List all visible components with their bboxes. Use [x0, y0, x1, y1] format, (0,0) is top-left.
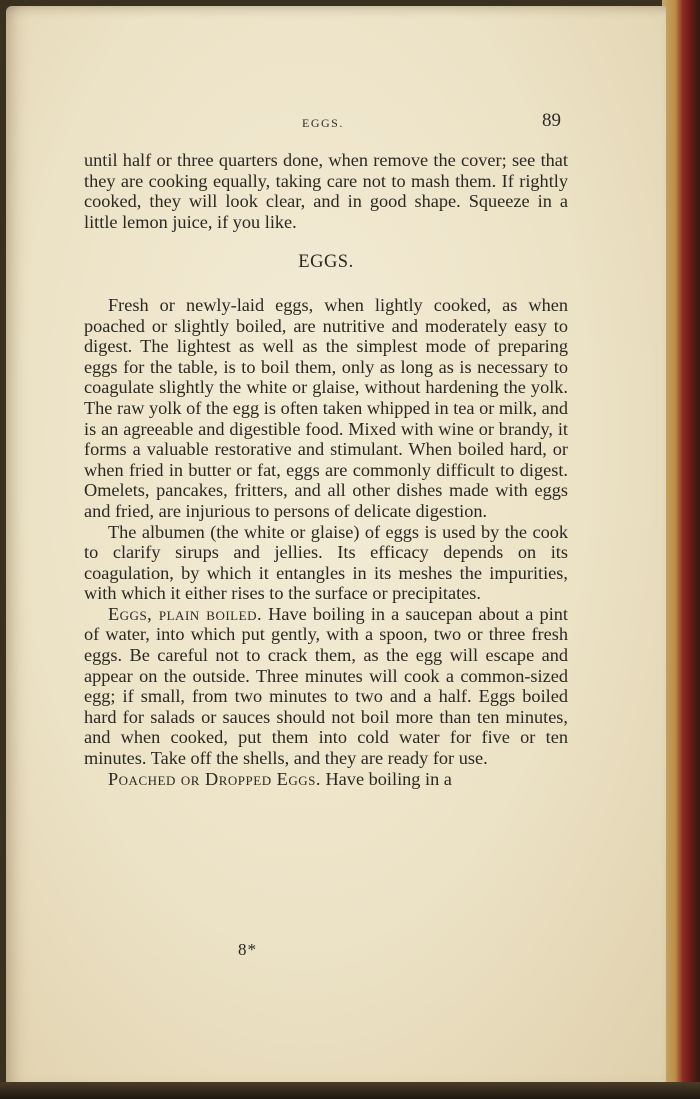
paragraph-albumen: The albumen (the white or glaise) of eggs is used by the cook to clarify sirups and jellies. Its efficacy depends on its coagulation, by which it entangles in its meshes the impurities, with which it either rises to the surface or precipitates. — [84, 521, 568, 604]
recipe-plain-boiled — [84, 604, 568, 769]
page-header — [6, 106, 666, 136]
recipe-title-plain-boiled: Eggs, plain boiled. — [108, 603, 263, 624]
paragraph-fresh-eggs: Fresh or newly-laid eggs, when lightly cooked, as when poached or slightly boiled, are nutritive and moderately easy to digest. The lightest as well as the simplest mode of preparing eggs for the table, is to boil them, only as long as is necessary to coagulate slightly the white or glaise, without hardening the yolk. The raw yolk of the egg is often taken whipped in tea or milk, and is an agreeable and digestible food. Mixed with wine or brandy, it forms a valuable restorative and stimulant. When boiled hard, or when fried in butter or fat, eggs are commonly difficult to digest. Omelets, pancakes, fritters, and all other dishes made with eggs and fried, are injurious to persons of delicate digestion. — [84, 294, 568, 521]
running-head: EGGS. — [302, 116, 344, 130]
recipe-text-poached: Have boiling in a — [325, 768, 452, 789]
continuation-paragraph: until half or three quarters done, when remove the cover; see that they are cooking equally, taking care not to mash them. If rightly cooked, they will look clear, and in good shape. Squeeze in a little lemon juice, if you like. — [84, 150, 568, 232]
recipe-text-plain-boiled: Have boiling in a saucepan about a pint of water, into which put gently, with a spoon, two or three fresh eggs. Be careful not to crack them, as the egg will escape and appear on the outside. Three minutes will cook a common-sized egg; if small, from two minutes to two and a half. Eggs boiled hard for salads or sauces should not boil more than ten minutes, and when cooked, put them into cold water for five or ten minutes. Take off the shells, and they are ready for use. — [84, 603, 569, 769]
recipe-poached — [84, 769, 568, 790]
book-edge — [662, 0, 700, 1099]
section-title: EGGS. — [298, 252, 354, 273]
page-sheet — [6, 6, 666, 1084]
signature-mark: 8* — [238, 940, 257, 959]
body-text — [84, 150, 568, 789]
recipe-title-poached: Poached or Dropped Eggs. — [108, 768, 321, 789]
page-number: 89 — [542, 110, 561, 131]
book-bottom-edge — [0, 1082, 700, 1099]
